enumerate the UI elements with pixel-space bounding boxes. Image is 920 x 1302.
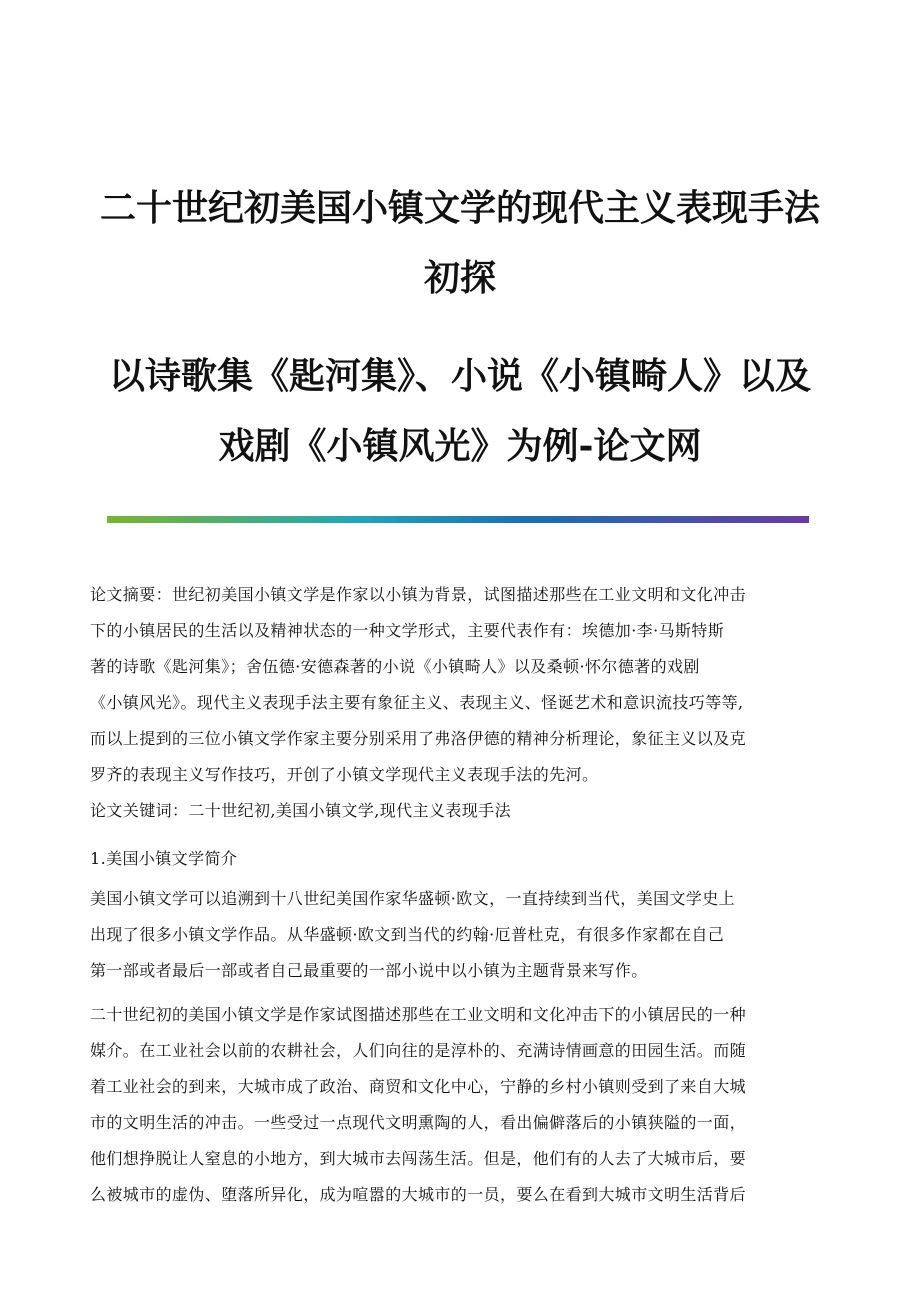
- abstract-line: 论文摘要：世纪初美国小镇文学是作家以小镇为背景，试图描述那些在工业文明和文化冲击: [90, 585, 747, 604]
- paragraph-line: 出现了很多小镇文学作品。从华盛顿·欧文到当代的约翰·厄普杜克，有很多作家都在自己: [90, 925, 725, 944]
- paragraph-line: 他们想挣脱让人窒息的小地方，到大城市去闯荡生活。但是，他们有的人去了大城市后，要: [90, 1149, 747, 1168]
- keywords-line: 论文关键词：二十世纪初,美国小镇文学,现代主义表现手法: [90, 801, 511, 820]
- title-line-2: 初探: [423, 257, 496, 299]
- subtitle-line-1: 以诗歌集《匙河集》、小说《小镇畸人》以及: [108, 355, 811, 397]
- abstract-line: 著的诗歌《匙河集》；舍伍德·安德森著的小说《小镇畸人》以及桑顿·怀尔德著的戏剧: [90, 657, 700, 676]
- abstract-line: 罗齐的表现主义写作技巧，开创了小镇文学现代主义表现手法的先河。: [90, 765, 599, 784]
- abstract-line: 下的小镇居民的生活以及精神状态的一种文学形式，主要代表作有：埃德加·李·马斯特斯: [90, 621, 725, 640]
- paragraph-2: [90, 997, 835, 1213]
- paragraph-1: [90, 881, 835, 989]
- paragraph-line: 二十世纪初的美国小镇文学是作家试图描述那些在工业文明和文化冲击下的小镇居民的一种: [90, 1005, 747, 1024]
- gradient-divider: [107, 516, 809, 523]
- abstract-paragraph: [90, 577, 835, 793]
- paragraph-line: 么被城市的虚伪、堕落所异化，成为喧嚣的大城市的一员，要么在看到大城市文明生活背后: [90, 1185, 747, 1204]
- subtitle-line-2: 戏剧《小镇风光》为例-论文网: [218, 425, 702, 467]
- paragraph-line: 美国小镇文学可以追溯到十八世纪美国作家华盛顿·欧文，一直持续到当代，美国文学史上: [90, 889, 736, 908]
- title-line-1: 二十世纪初美国小镇文学的现代主义表现手法: [99, 187, 820, 229]
- abstract-line: 而以上提到的三位小镇文学作家主要分别采用了弗洛伊德的精神分析理论，象征主义以及克: [90, 729, 747, 748]
- paragraph-line: 着工业社会的到来，大城市成了政治、商贸和文化中心，宁静的乡村小镇则受到了来自大城: [90, 1077, 747, 1096]
- paragraph-line: 第一部或者最后一部或者自己最重要的一部小说中以小镇为主题背景来写作。: [90, 961, 648, 980]
- section-heading: 1.美国小镇文学简介: [90, 849, 238, 868]
- abstract-line: 《小镇风光》。现代主义表现手法主要有象征主义、表现主义、怪诞艺术和意识流技巧等等,: [90, 693, 744, 712]
- paragraph-line: 市的文明生活的冲击。一些受过一点现代文明熏陶的人，看出偏僻落后的小镇狭隘的一面，: [90, 1113, 747, 1132]
- paragraph-line: 媒介。在工业社会以前的农耕社会，人们向往的是淳朴的、充满诗情画意的田园生活。而随: [90, 1041, 747, 1060]
